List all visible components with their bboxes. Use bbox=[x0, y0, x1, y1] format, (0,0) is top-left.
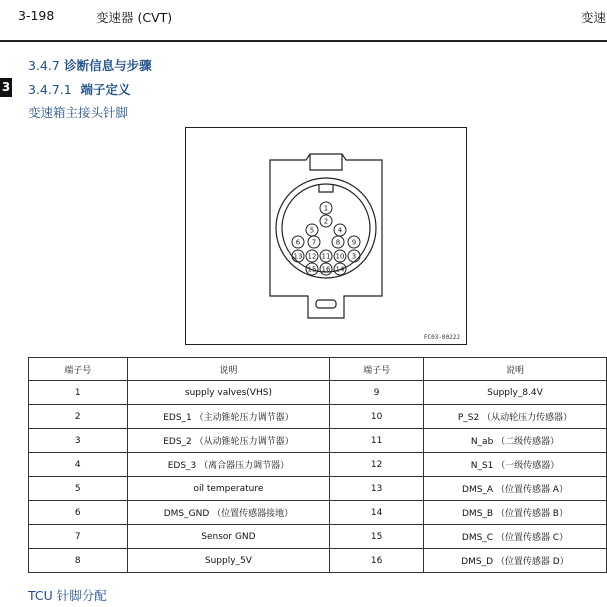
header-divider bbox=[0, 40, 607, 42]
header-desc-col-1: 说明 bbox=[127, 358, 330, 381]
pin-number-cell: 13 bbox=[330, 477, 424, 501]
pin-number-cell: 7 bbox=[29, 525, 128, 549]
pin-number-cell: 2 bbox=[29, 405, 128, 429]
pin-description-cell: DMS_A （位置传感器 A） bbox=[423, 477, 606, 501]
table-row bbox=[29, 405, 607, 429]
pin-description-cell: Supply_5V bbox=[127, 549, 330, 573]
pin-7-label: 7 bbox=[311, 238, 317, 247]
pin-number-cell: 12 bbox=[330, 453, 424, 477]
pin-number-cell: 1 bbox=[29, 381, 128, 405]
pin-description-cell: N_ab （二级传感器） bbox=[423, 429, 606, 453]
pin-number-cell: 15 bbox=[330, 525, 424, 549]
pin-5-label: 5 bbox=[309, 226, 315, 235]
pin-1-label: 1 bbox=[323, 204, 329, 213]
housing-outline bbox=[270, 154, 382, 318]
header-desc-col-2: 说明 bbox=[423, 358, 606, 381]
section-name: 变速器 (CVT) bbox=[96, 10, 173, 25]
table-row bbox=[29, 381, 607, 405]
pin-8-label: 8 bbox=[335, 238, 341, 247]
pin-description-cell: EDS_2 （从动锥轮压力调节器） bbox=[127, 429, 330, 453]
section-heading-number: 3.4.7 bbox=[28, 58, 60, 73]
table-row bbox=[29, 501, 607, 525]
pin-2-label: 2 bbox=[323, 217, 329, 226]
pin-number-cell: 14 bbox=[330, 501, 424, 525]
pin-number-cell: 4 bbox=[29, 453, 128, 477]
page-number: 3-198 bbox=[18, 8, 55, 23]
figure-code: FC03-0022J bbox=[423, 334, 460, 341]
chapter-tab-marker: 3 bbox=[0, 78, 12, 97]
connector-drawing bbox=[186, 128, 466, 344]
pin-9-label: 9 bbox=[351, 238, 357, 247]
pin-11-label: 11 bbox=[321, 252, 331, 261]
table-row bbox=[29, 453, 607, 477]
pin-description-cell: Supply_8.4V bbox=[423, 381, 606, 405]
pin-number-cell: 9 bbox=[330, 381, 424, 405]
pin-description-cell: N_S1 （一级传感器） bbox=[423, 453, 606, 477]
connector-figure bbox=[185, 127, 467, 345]
pin-table-header bbox=[29, 358, 607, 381]
pin-number-cell: 16 bbox=[330, 549, 424, 573]
pin-number-cell: 5 bbox=[29, 477, 128, 501]
pin-description-cell: EDS_1 （主动锥轮压力调节器） bbox=[127, 405, 330, 429]
pin-3-label: 3 bbox=[351, 252, 357, 261]
latch-cutout bbox=[310, 154, 342, 170]
section-heading bbox=[28, 56, 152, 74]
pin-description-cell: supply valves(VHS) bbox=[127, 381, 330, 405]
pin-number-cell: 3 bbox=[29, 429, 128, 453]
pin-description-cell: DMS_GND （位置传感器接地） bbox=[127, 501, 330, 525]
section-heading-title: 诊断信息与步骤 bbox=[64, 58, 152, 73]
header-right-text: 变速 bbox=[581, 10, 607, 25]
pin-description-cell: oil temperature bbox=[127, 477, 330, 501]
pin-description-cell: P_S2 （从动轮压力传感器） bbox=[423, 405, 606, 429]
table-row bbox=[29, 477, 607, 501]
table-row bbox=[29, 549, 607, 573]
header-pin-col-1: 端子号 bbox=[29, 358, 128, 381]
pin-description-cell: DMS_B （位置传感器 B） bbox=[423, 501, 606, 525]
pin-10-label: 10 bbox=[335, 252, 345, 261]
subsection-heading bbox=[28, 80, 130, 98]
pin-description-cell: Sensor GND bbox=[127, 525, 330, 549]
pin-13-label: 13 bbox=[293, 252, 303, 261]
key-notch bbox=[319, 184, 333, 192]
table-row bbox=[29, 429, 607, 453]
pin-number-cell: 8 bbox=[29, 549, 128, 573]
bottom-slot bbox=[316, 300, 336, 308]
pin-15-label: 15 bbox=[307, 265, 317, 274]
pin-description-cell: DMS_C （位置传感器 C） bbox=[423, 525, 606, 549]
footer-caption: TCU 针脚分配 bbox=[28, 588, 107, 603]
pin-number-cell: 10 bbox=[330, 405, 424, 429]
connector-caption: 变速箱主接头针脚 bbox=[28, 105, 129, 120]
pin-number-cell: 11 bbox=[330, 429, 424, 453]
table-row bbox=[29, 525, 607, 549]
pin-6-label: 6 bbox=[295, 238, 301, 247]
pin-12-label: 12 bbox=[307, 252, 317, 261]
pin-number-cell: 6 bbox=[29, 501, 128, 525]
pin-table bbox=[28, 357, 607, 573]
subsection-heading-number: 3.4.7.1 bbox=[28, 82, 72, 97]
pin-14-label: 14 bbox=[335, 265, 345, 274]
pin-16-label: 16 bbox=[321, 265, 331, 274]
pin-description-cell: EDS_3 （离合器压力调节器） bbox=[127, 453, 330, 477]
pin-4-label: 4 bbox=[337, 226, 343, 235]
header-pin-col-2: 端子号 bbox=[330, 358, 424, 381]
pin-description-cell: DMS_D （位置传感器 D） bbox=[423, 549, 606, 573]
subsection-heading-title: 端子定义 bbox=[80, 82, 131, 97]
